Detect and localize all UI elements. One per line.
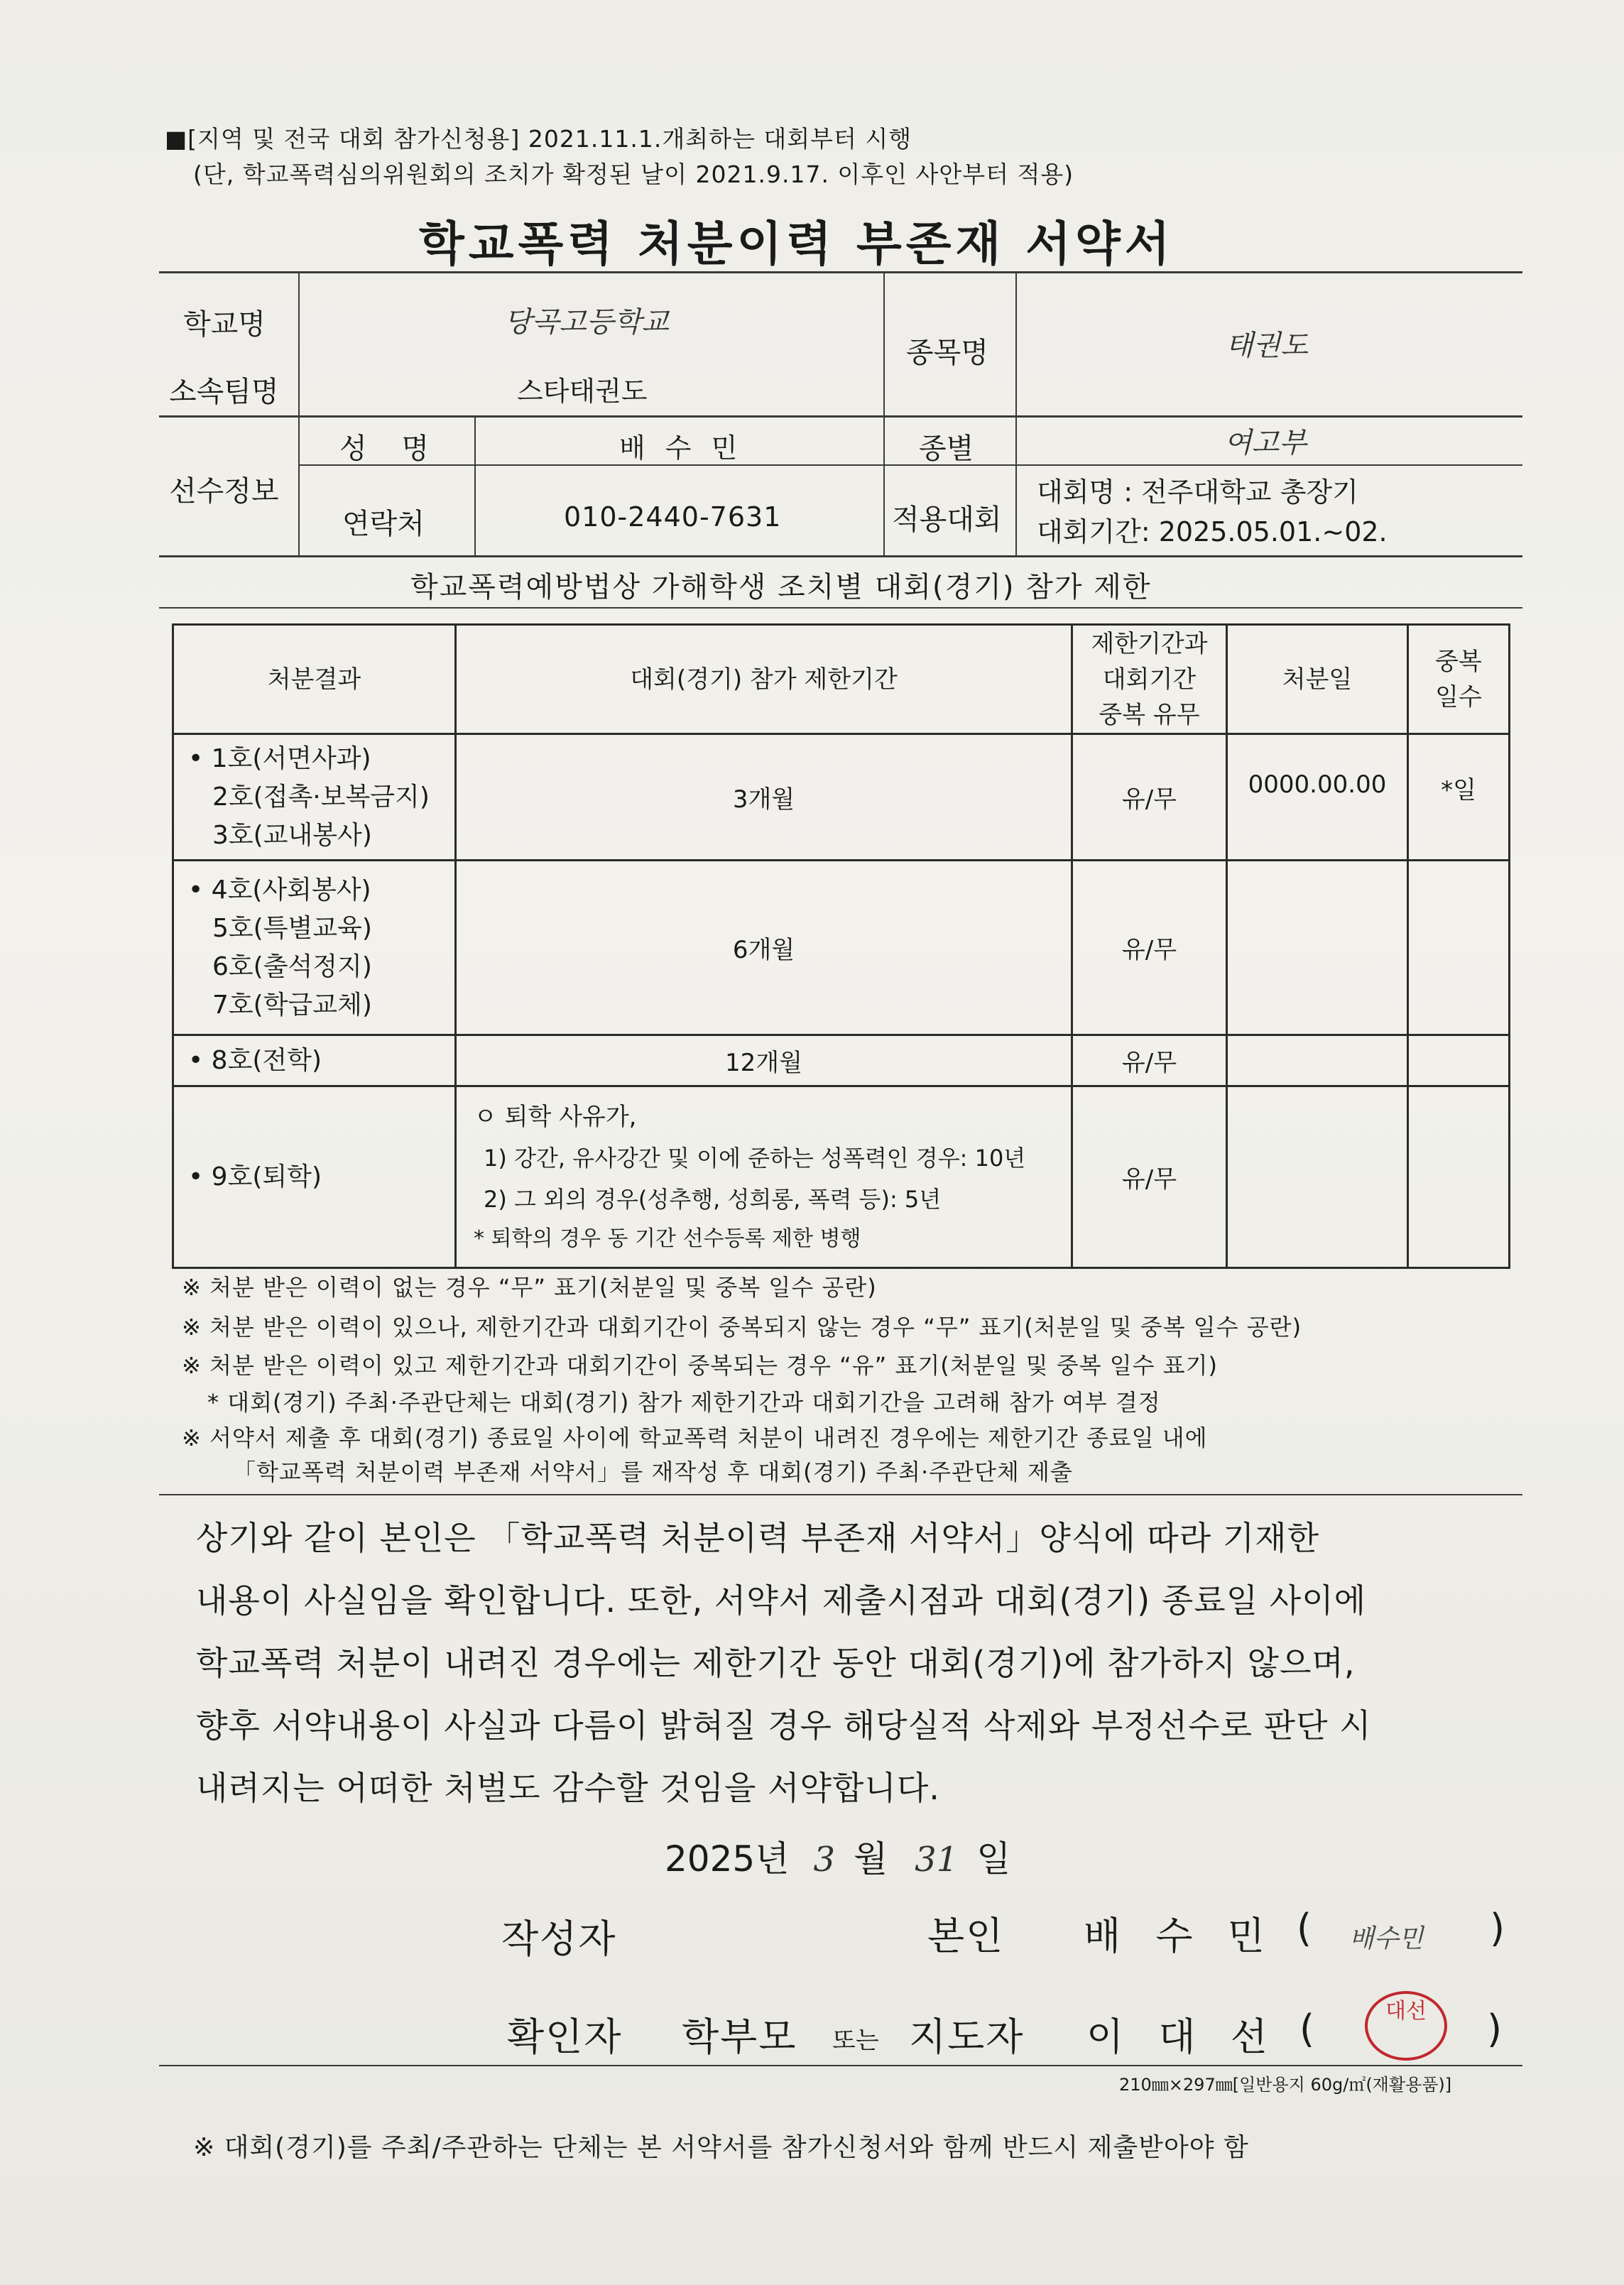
result-item: 3호(교내봉사) [212, 820, 372, 850]
table-header-row [173, 625, 1510, 734]
period-cell [456, 1086, 1072, 1268]
table-row [173, 734, 1510, 861]
result-cell [173, 1086, 456, 1268]
header-line-2: (단, 학교폭력심의위원회의 조치가 확정된 날이 2021.9.17. 이후인 사안부터 적용) [193, 160, 1074, 188]
signature-divider [159, 2065, 1522, 2066]
note-line: ※ 처분 받은 이력이 있고 제한기간과 대회기간이 중복되는 경우 “유” 표기(처분일 및 중복 일수 표기) [182, 1352, 1219, 1379]
date-month-unit: 월 [853, 1838, 888, 1880]
author-label: 작성자 [501, 1916, 617, 1961]
pledge-line: 학교폭력 처분이 내려진 경우에는 제한기간 동안 대회(경기)에 참가하지 않으며, [196, 1644, 1356, 1682]
note-line: ※ 처분 받은 이력이 있으나, 제한기간과 대회기간이 중복되지 않는 경우 “무” 표기(처분일 및 중복 일수 공란) [182, 1314, 1302, 1341]
competition-period: 대회기간: 2025.05.01.~02. [1037, 516, 1388, 547]
period-line: 2) 그 외의 경우(성추행, 성희롱, 폭력 등): 5년 [484, 1185, 942, 1213]
team-value: 스타태권도 [517, 376, 648, 407]
days-cell [1408, 1035, 1510, 1086]
period-line: 1) 강간, 유사강간 및 이에 준하는 성폭력인 경우: 10년 [484, 1144, 1026, 1172]
name-value: 배 수 민 [619, 432, 743, 464]
paren-close: ) [1490, 1906, 1507, 1951]
confirm-label: 확인자 [507, 2014, 623, 2059]
result-cell [173, 861, 456, 1035]
confirm-or: 또는 [832, 2027, 879, 2055]
header-line-1: ■[지역 및 전국 대회 참가신청용] 2021.11.1.개최하는 대회부터 시행 [165, 125, 912, 153]
date-month: 3 [813, 1840, 835, 1880]
table-row [173, 861, 1510, 1035]
result-cell [173, 1035, 456, 1086]
note-line: ※ 처분 받은 이력이 없는 경우 “무” 표기(처분일 및 중복 일수 공란) [182, 1274, 877, 1301]
result-cell [173, 734, 456, 861]
result-item: 2호(접촉·보복금지) [212, 782, 430, 812]
note-line: ※ 서약서 제출 후 대회(경기) 종료일 사이에 학교폭력 처분이 내려진 경우에는 제한기간 종료일 내에 [182, 1424, 1208, 1451]
result-item: 7호(학급교체) [212, 990, 372, 1020]
result-item: 6호(출석정지) [212, 951, 372, 981]
event-value: 태권도 [1226, 329, 1308, 362]
note-line: 「학교폭력 처분이력 부존재 서약서」를 재작성 후 대회(경기) 주최·주관단체 제출 [233, 1458, 1073, 1485]
info-col-divider [474, 415, 476, 555]
date-cell [1227, 861, 1408, 1035]
date-cell [1227, 1035, 1408, 1086]
notes-divider [159, 1494, 1522, 1495]
contact-label: 연락처 [342, 508, 425, 540]
author-role: 본인 [927, 1914, 1005, 1958]
author-signature: 배수민 [1349, 1924, 1424, 1953]
school-value: 당곡고등학교 [504, 306, 669, 339]
date-year: 2025년 [665, 1838, 790, 1880]
player-info-label: 선수정보 [169, 475, 279, 508]
info-divider [159, 555, 1522, 557]
header-period: 대회(경기) 참가 제한기간 [456, 625, 1072, 734]
period-cell: 12개월 [456, 1035, 1072, 1086]
overlap-cell: 유/무 [1072, 734, 1227, 861]
header-overlap-line: 중복 유무 [1099, 700, 1200, 729]
pledge-line: 내려지는 어떠한 처벌도 감수할 것임을 서약합니다. [196, 1769, 940, 1807]
header-days [1408, 625, 1510, 734]
date-cell: 0000.00.00 [1227, 734, 1408, 861]
days-cell: *일 [1408, 734, 1510, 861]
info-divider [159, 415, 1522, 418]
info-col-divider [883, 273, 885, 555]
period-line: * 퇴학의 경우 동 기간 선수등록 제한 병행 [474, 1226, 861, 1251]
paren-open: ( [1297, 1906, 1314, 1951]
pledge-line: 내용이 사실임을 확인합니다. 또한, 서약서 제출시점과 대회(경기) 종료일 사이에 [196, 1581, 1367, 1620]
info-col-divider [1015, 273, 1017, 555]
contact-value: 010-2440-7631 [564, 501, 782, 533]
result-item: • 8호(전학) [188, 1045, 322, 1075]
confirm-role-2: 지도자 [909, 2014, 1025, 2059]
competition-name: 대회명 : 전주대학교 총장기 [1037, 476, 1358, 508]
footer-note: ※ 대회(경기)를 주최/주관하는 단체는 본 서약서를 참가신청서와 함께 반드시 제출받아야 함 [193, 2133, 1249, 2162]
result-item: • 4호(사회봉사) [188, 875, 371, 905]
result-item: 5호(특별교육) [212, 913, 372, 943]
table-row [173, 1035, 1510, 1086]
overlap-cell: 유/무 [1072, 1035, 1227, 1086]
note-line: * 대회(경기) 주최·주관단체는 대회(경기) 참가 제한기간과 대회기간을 고려해 참가 여부 결정 [207, 1389, 1161, 1416]
name-label: 성 명 [339, 432, 442, 465]
section-divider [159, 607, 1522, 609]
stamp-text: 대선 [1385, 1999, 1427, 2024]
result-item: • 1호(서면사과) [188, 743, 371, 773]
header-days-line: 일수 [1435, 682, 1482, 711]
division-value: 여고부 [1224, 427, 1307, 459]
header-result: 처분결과 [173, 625, 456, 734]
date-day: 31 [915, 1840, 959, 1880]
period-cell: 3개월 [456, 734, 1072, 861]
table-row [173, 1086, 1510, 1268]
date-line [665, 1831, 1010, 1882]
school-label: 학교명 [183, 308, 266, 341]
document-title: 학교폭력 처분이력 부존재 서약서 [419, 217, 1175, 271]
competition-label: 적용대회 [892, 503, 1002, 536]
author-name: 배 수 민 [1084, 1914, 1276, 1958]
seal-stamp-icon [1365, 1991, 1447, 2061]
confirm-name: 이 대 선 [1086, 2014, 1279, 2059]
overlap-cell: 유/무 [1072, 1086, 1227, 1268]
confirm-role: 학부모 [682, 2014, 797, 2059]
paper-spec: 210㎜×297㎜[일반용지 60g/㎡(재활용품)] [1119, 2075, 1452, 2095]
event-label: 종목명 [906, 337, 988, 369]
title-divider [159, 271, 1522, 273]
team-label: 소속팀명 [169, 376, 279, 408]
date-cell [1227, 1086, 1408, 1268]
info-divider [298, 464, 1522, 466]
period-cell: 6개월 [456, 861, 1072, 1035]
result-item: • 9호(퇴학) [188, 1162, 322, 1191]
header-overlap-line: 제한기간과 [1091, 629, 1208, 658]
section-title: 학교폭력예방법상 가해학생 조치별 대회(경기) 참가 제한 [410, 571, 1152, 604]
division-label: 종별 [919, 432, 974, 465]
date-day-unit: 일 [976, 1838, 1011, 1880]
period-line: ㅇ 퇴학 사유가, [474, 1102, 637, 1131]
pledge-line: 상기와 같이 본인은 「학교폭력 처분이력 부존재 서약서」양식에 따라 기재한 [196, 1519, 1320, 1557]
sanction-table [172, 623, 1510, 1269]
days-cell [1408, 861, 1510, 1035]
header-date: 처분일 [1227, 625, 1408, 734]
header-days-line: 중복 [1435, 647, 1482, 676]
paren-open: ( [1299, 2007, 1317, 2051]
pledge-line: 향후 서약내용이 사실과 다름이 밝혀질 경우 해당실적 삭제와 부정선수로 판단 시 [196, 1706, 1372, 1745]
header-overlap [1072, 625, 1227, 734]
paren-close: ) [1487, 2007, 1504, 2051]
info-col-divider [298, 273, 300, 555]
overlap-cell: 유/무 [1072, 861, 1227, 1035]
days-cell [1408, 1086, 1510, 1268]
header-overlap-line: 대회기간 [1102, 665, 1197, 694]
